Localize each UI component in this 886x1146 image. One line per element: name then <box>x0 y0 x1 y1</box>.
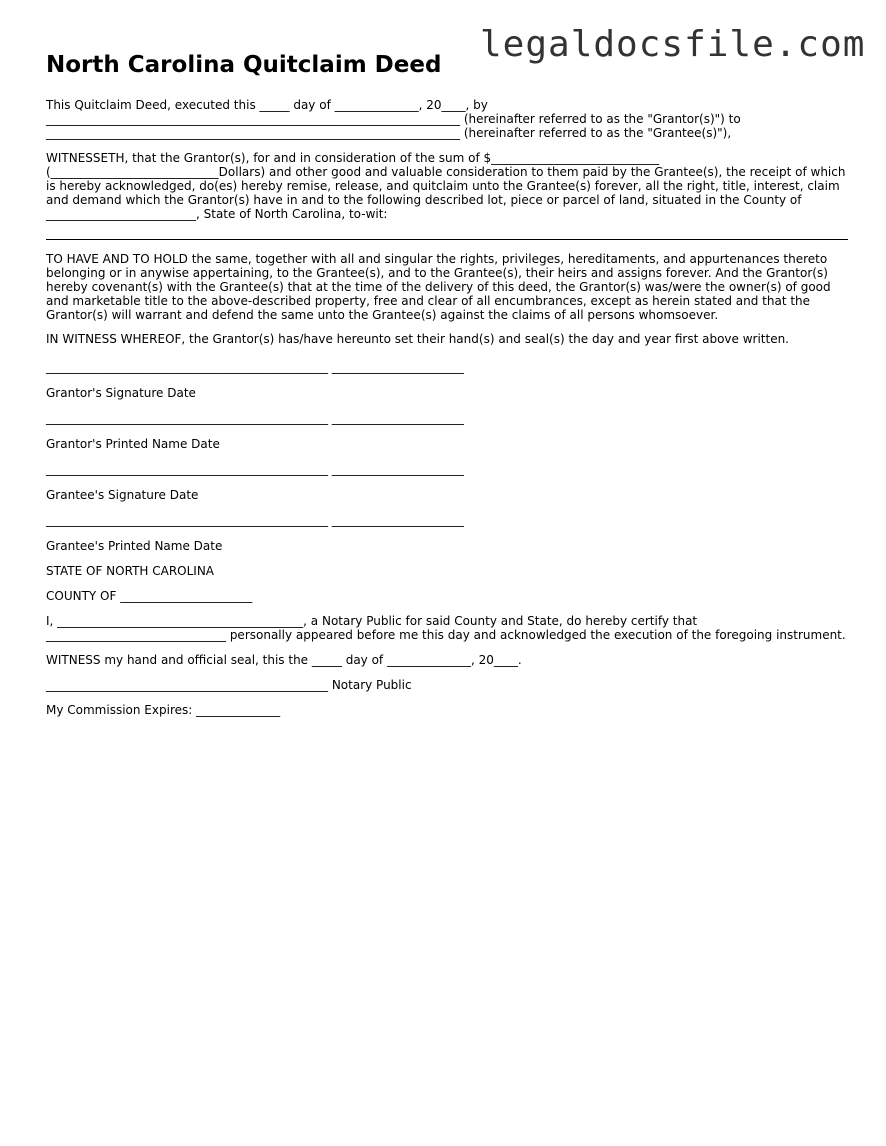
signature-line: _______________________________________________ ______________________ <box>46 360 464 374</box>
grantor-signature-label: Grantor's Signature Date <box>46 386 196 400</box>
intro-paragraph: This Quitclaim Deed, executed this _____ day of ______________, 20____, by _____________________________________________________________________ (hereinafter referred to as the "Grantor(s)") to _____________________________________________________________________ (hereinafter referred to as the "Grantee(s)"), <box>46 98 741 140</box>
commission-expires-line: My Commission Expires: ______________ <box>46 703 281 717</box>
notary-public-line: _______________________________________________ Notary Public <box>46 678 412 692</box>
witnesseth-paragraph: WITNESSETH, that the Grantor(s), for and in consideration of the sum of $____________________________ (____________________________Dollars) and other good and valuable consideration to them paid by the Grantee(s), the receipt of which is hereby acknowledged, do(es) hereby remise, release, and quitclaim unto the Grantee(s) forever, all the right, title, interest, claim and demand which the Grantor(s) have in and to the following described lot, piece or parcel of land, situated in the County of _________________________, State of North Carolina, to-wit: <box>46 151 850 221</box>
grantee-printed-name-label: Grantee's Printed Name Date <box>46 539 223 553</box>
grantee-signature-label: Grantee's Signature Date <box>46 488 199 502</box>
in-witness-paragraph: IN WITNESS WHEREOF, the Grantor(s) has/have hereunto set their hand(s) and seal(s) the day and year first above written. <box>46 332 789 346</box>
witness-seal-line: WITNESS my hand and official seal, this the _____ day of ______________, 20____. <box>46 653 522 667</box>
document-title: North Carolina Quitclaim Deed <box>46 52 442 78</box>
county-line: COUNTY OF ______________________ <box>46 589 253 603</box>
notary-certification: I, _________________________________________, a Notary Public for said County and State, do hereby certify that ______________________________ personally appeared before me this day and acknowledged the execution of the foregoing instrument. <box>46 614 846 642</box>
state-heading: STATE OF NORTH CAROLINA <box>46 564 215 578</box>
legal-description-line <box>46 239 848 240</box>
signature-line: _______________________________________________ ______________________ <box>46 462 464 476</box>
watermark: legaldocsfile.com <box>480 24 866 65</box>
document-body <box>46 98 848 728</box>
habendum-paragraph: TO HAVE AND TO HOLD the same, together with all and singular the rights, privileges, hereditaments, and appurtenances thereto belonging or in anywise appertaining, to the Grantee(s), and to the Grantee(s), their heirs and assigns forever. And the Grantor(s) hereby covenant(s) with the Grantee(s) that at the time of the delivery of this deed, the Grantor(s) was/were the owner(s) of good and marketable title to the above-described property, free and clear of all encumbrances, except as herein stated and that the Grantor(s) will warrant and defend the same unto the Grantee(s) against the claims of all persons whomsoever. <box>46 252 835 322</box>
grantor-printed-name-label: Grantor's Printed Name Date <box>46 437 220 451</box>
signature-line: _______________________________________________ ______________________ <box>46 411 464 425</box>
signature-line: _______________________________________________ ______________________ <box>46 513 464 527</box>
